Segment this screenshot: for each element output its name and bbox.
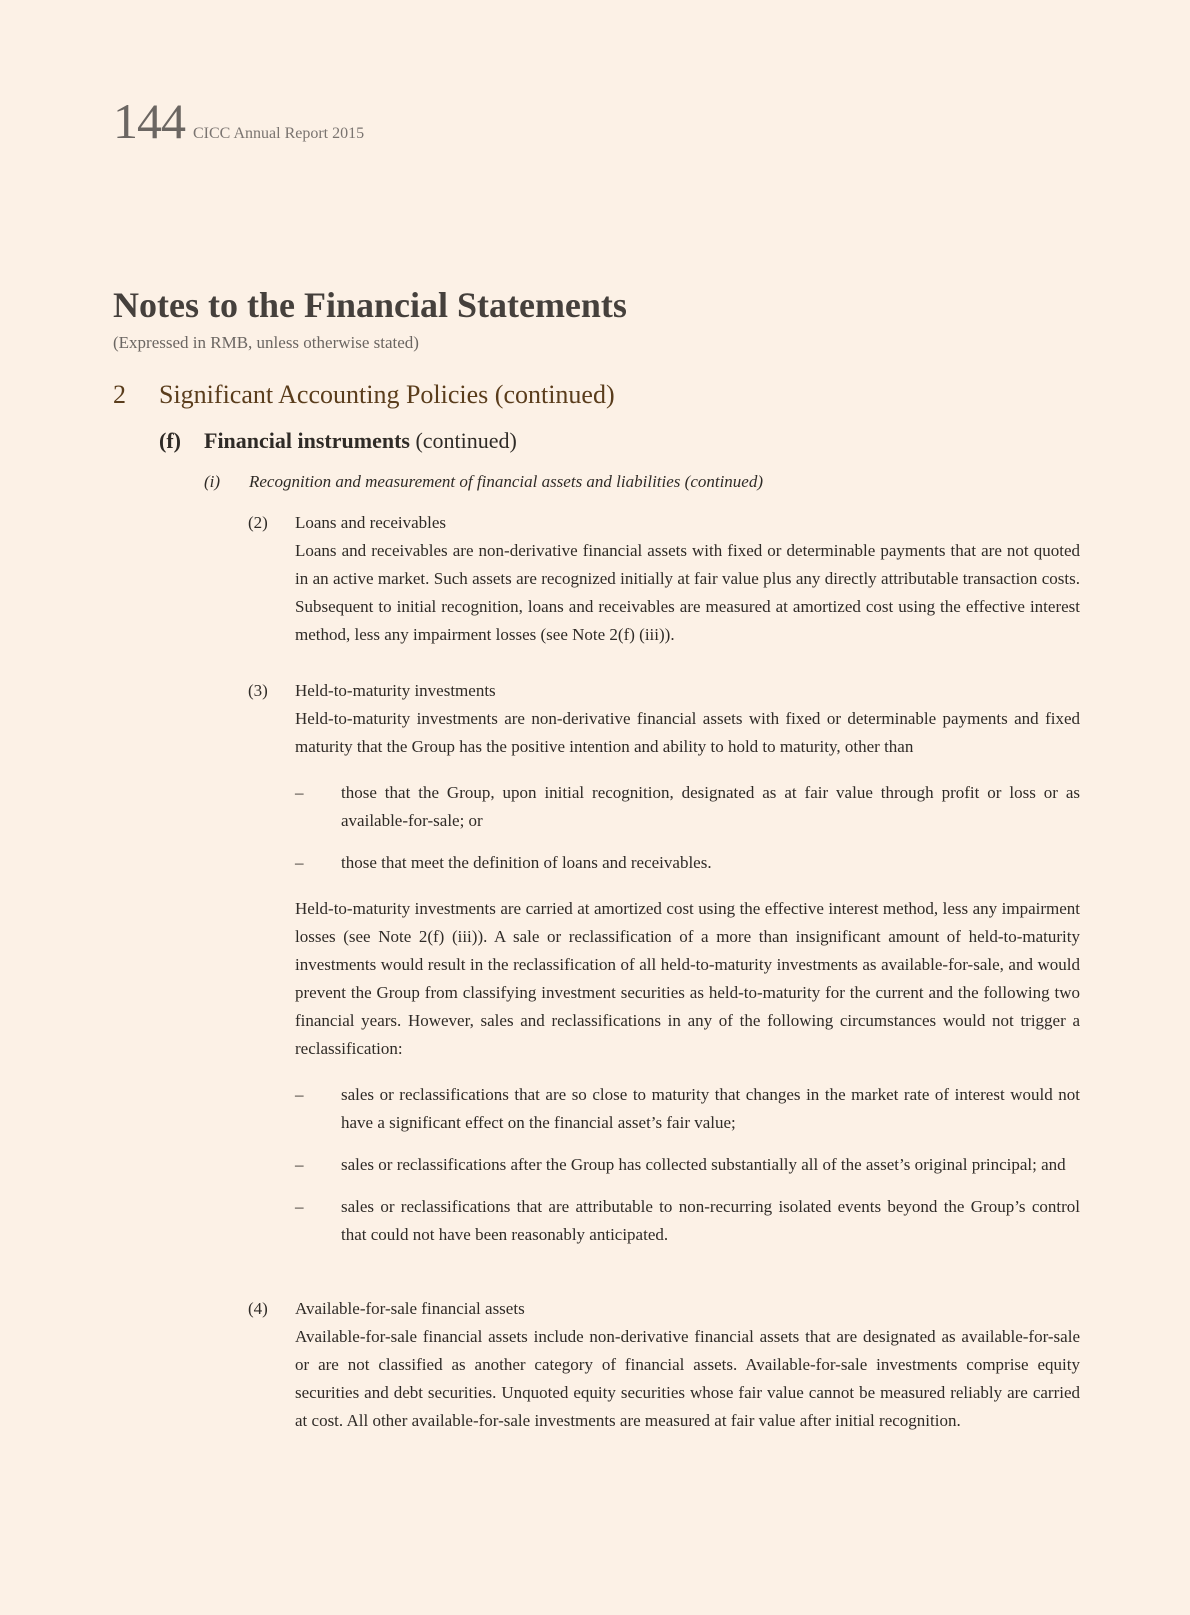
- item-loans-and-receivables: [248, 509, 1080, 649]
- page-number: 144: [113, 93, 185, 149]
- bullet-dash: –: [295, 783, 304, 802]
- bullet-text: those that meet the definition of loans and receivables.: [341, 853, 712, 872]
- item-number: (4): [248, 1299, 268, 1318]
- item-held-to-maturity: [248, 677, 1080, 1267]
- report-name: CICC Annual Report 2015: [193, 125, 365, 142]
- list-item: [295, 1151, 1080, 1179]
- bullet-dash: –: [295, 853, 304, 872]
- bullet-text: sales or reclassifications that are attributable to non-recurring isolated events beyond the Group’s control that could not have been reasonably anticipated.: [341, 1197, 1080, 1244]
- item-text: Available-for-sale financial assets include non-derivative financial assets that are designated as available-for-sale or are not classified as another category of financial assets. Available-for-sale investments comprise equity securities and debt securities. Unquoted equity securities whose fair value cannot be measured reliably are carried at cost. All other available-for-sale investments are measured at fair value after initial recognition.: [295, 1327, 1080, 1430]
- bullet-text: those that the Group, upon initial recognition, designated as at fair value through profit or loss or as available-for-sale; or: [341, 783, 1080, 830]
- bullet-dash: –: [295, 1155, 304, 1174]
- item-middle-text: Held-to-maturity investments are carried at amortized cost using the effective interest method, less any impairment losses (see Note 2(f) (iii)). A sale or reclassification of a more than insignificant amount of held-to-maturity investments would result in the reclassification of all held-to-maturity investments as available-for-sale, and would prevent the Group from classifying investment securities as held-to-maturity for the current and the following two financial years. However, sales and reclassifications in any of the following circumstances would not trigger a reclassification:: [295, 899, 1080, 1058]
- bullet-text: sales or reclassifications that are so close to maturity that changes in the market rate of interest would not have a significant effect on the financial asset’s fair value;: [341, 1085, 1080, 1132]
- item-available-for-sale: [248, 1295, 1080, 1435]
- item-number: (3): [248, 681, 268, 700]
- section-heading: [113, 380, 615, 410]
- item-heading: Loans and receivables: [295, 513, 447, 532]
- bullet-dash: –: [295, 1085, 304, 1104]
- page-header: [113, 93, 365, 149]
- subsubsection-heading: [204, 472, 763, 492]
- subsection-number: (f): [159, 428, 181, 453]
- title-block: [113, 284, 627, 353]
- bullet-list: [295, 779, 1080, 877]
- subsubsection-number: (i): [204, 472, 221, 491]
- item-intro: Held-to-maturity investments are non-derivative financial assets with fixed or determinable payments and fixed maturity that the Group has the positive intention and ability to hold to maturity, other than: [295, 709, 1080, 756]
- item-text: Loans and receivables are non-derivative financial assets with fixed or determinable payments that are not quoted in an active market. Such assets are recognized initially at fair value plus any directly attributable transaction costs. Subsequent to initial recognition, loans and receivables are measured at amortized cost using the effective interest method, less any impairment losses (see Note 2(f) (iii)).: [295, 541, 1080, 644]
- section-number: 2: [113, 380, 126, 409]
- bullet-list: [295, 1081, 1080, 1249]
- subsection-heading: [159, 428, 517, 454]
- subsubsection-title: Recognition and measurement of financial assets and liabilities (continued): [249, 472, 764, 491]
- list-item: [295, 1193, 1080, 1249]
- item-heading: Available-for-sale financial assets: [295, 1299, 525, 1318]
- list-item: [295, 849, 1080, 877]
- page-subtitle: (Expressed in RMB, unless otherwise stated): [113, 333, 419, 353]
- item-heading: Held-to-maturity investments: [295, 681, 496, 700]
- subsection-title: Financial instruments: [204, 428, 410, 453]
- bullet-dash: –: [295, 1197, 304, 1216]
- content: [248, 509, 1080, 1463]
- item-number: (2): [248, 513, 268, 532]
- page-title: Notes to the Financial Statements: [113, 285, 627, 325]
- list-item: [295, 1081, 1080, 1137]
- subsection-continued: (continued): [409, 428, 517, 453]
- bullet-text: sales or reclassifications after the Group has collected substantially all of the asset’s original principal; and: [341, 1155, 1066, 1174]
- list-item: [295, 779, 1080, 835]
- section-title: Significant Accounting Policies (continued): [159, 380, 615, 409]
